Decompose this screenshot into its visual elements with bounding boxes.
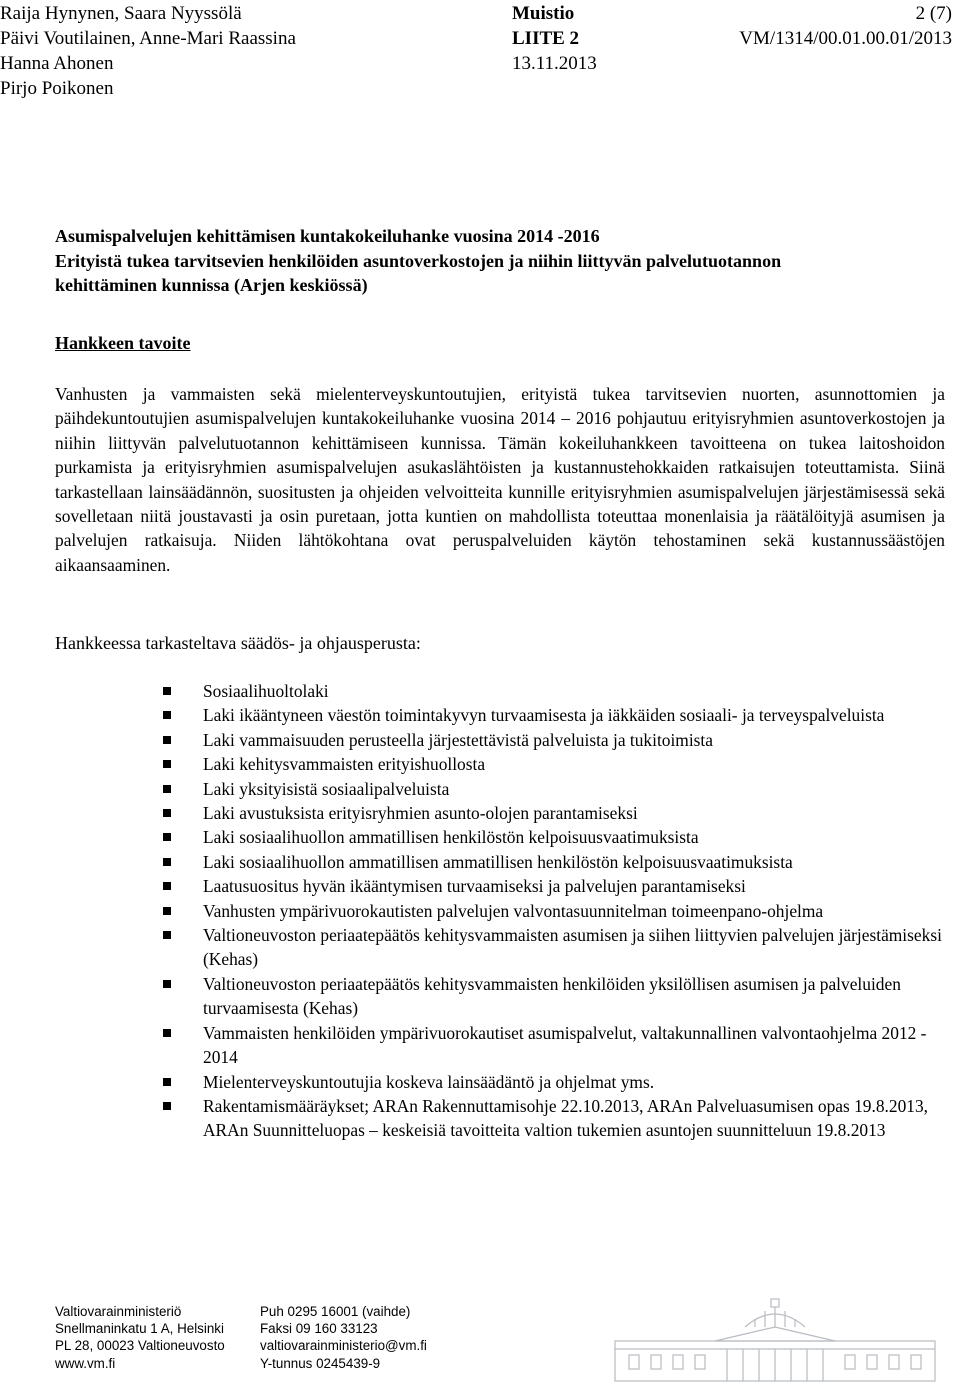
square-bullet-icon: [163, 1078, 171, 1086]
footer-phone: Puh 0295 16001 (vaihde): [260, 1304, 411, 1319]
title-line: Erityistä tukea tarvitsevien henkilöiden asuntoverkostojen ja niihin liittyvän palvelutuotannon: [55, 250, 782, 271]
list-item-text: Valtioneuvoston periaatepäätös kehitysvammaisten henkilöiden yksilöllisen asumisen ja palveluiden turvaamisesta (Kehas): [203, 973, 901, 1019]
square-bullet-icon: [163, 711, 171, 719]
body-paragraph: Vanhusten ja vammaisten sekä mielenterveyskuntoutujien, erityistä tukea tarvitsevien nuorten, asunnottomien ja päihdekuntoutujien asumispalvelujen kuntakokeiluhanke vuosina 2014 – 2016 pohjautuu erityisryhmien asuntoverkostojen ja niihin liittyvän palvelutuotannon kehittämiseen kunnissa. Tämän kokeiluhankkeen tavoitteena on tukea laitoshoidon purkamista ja erityisryhmien asumispalvelujen asukaslähtöisten ja kustannustehokkaiden ratkaisujen toteuttamista. Siinä tarkastellaan lainsäädännön, suositusten ja ohjeiden velvoitteita kunnille erityisryhmien asumispalvelujen järjestämisessä sekä sovelletaan niitä joustavasti ja osin puretaan, jotta kuntien on mahdollista toteuttaa monenlaisia ja räätälöityjä asumisen ja palvelujen ratkaisuja. Niiden lähtökohtana ovat peruspalveluiden käytön tehostaminen sekä kustannussäästöjen aikaansaaminen.: [55, 384, 945, 575]
list-item-text: Laki vammaisuuden perusteella järjestettävistä palveluista ja tukitoimista: [203, 729, 713, 750]
list-item: [161, 1021, 951, 1070]
list-item-text: Laki sosiaalihuollon ammatillisen ammatillisen henkilöstön kelpoisuusvaatimuksista: [203, 851, 793, 872]
title-line: kehittäminen kunnissa (Arjen keskiössä): [55, 275, 368, 295]
list-item: [161, 850, 951, 874]
attachment-label: LIITE 2: [512, 28, 580, 49]
square-bullet-icon: [163, 1102, 171, 1110]
list-item: [161, 972, 951, 1021]
list-item: [161, 1094, 951, 1143]
list-item: [161, 923, 951, 972]
list-item: [161, 752, 951, 776]
list-item-text: Laatusuositus hyvän ikääntymisen turvaamiseksi ja palvelujen parantamiseksi: [203, 876, 746, 897]
square-bullet-icon: [163, 736, 171, 744]
footer-contact: [260, 1303, 427, 1372]
footer-line: PL 28, 00023 Valtioneuvosto: [55, 1338, 225, 1354]
square-bullet-icon: [163, 1029, 171, 1037]
list-item: [161, 1070, 951, 1094]
list-item-text: Laki sosiaalihuollon ammatillisen henkilöstön kelpoisuusvaatimuksista: [203, 827, 699, 848]
square-bullet-icon: [163, 833, 171, 841]
author-line: Päivi Voutilainen, Anne-Mari Raassina: [0, 28, 296, 49]
title-line: Asumispalvelujen kehittämisen kuntakokeiluhanke vuosina 2014 -2016: [55, 226, 600, 246]
list-item: [161, 679, 951, 703]
square-bullet-icon: [163, 785, 171, 793]
author-line: Raija Hynynen, Saara Nyyssölä: [0, 3, 242, 24]
doc-meta-block: [512, 1, 597, 76]
page-number: 2 (7): [915, 3, 952, 24]
square-bullet-icon: [163, 980, 171, 988]
government-building-emblem: [595, 1297, 955, 1383]
footer-business-id: Y-tunnus 0245439-9: [260, 1355, 381, 1371]
reference-number: VM/1314/00.01.00.01/2013: [739, 28, 952, 49]
list-item-text: Rakentamismääräykset; ARAn Rakennuttamisohje 22.10.2013, ARAn Palveluasumisen opas 19.8.2013, ARAn Suunnitteluopas – keskeisiä tavoitteita valtion tukemien asuntojen suunnitteluun 19.8.2013: [203, 1095, 929, 1141]
author-block: [0, 1, 296, 101]
list-item-text: Laki ikääntyneen väestön toimintakyvyn turvaamisesta ja iäkkäiden sosiaali- ja terveyspalveluista: [203, 705, 885, 726]
square-bullet-icon: [163, 882, 171, 890]
list-item: [161, 801, 951, 825]
footer-line: Snellmaninkatu 1 A, Helsinki: [55, 1321, 224, 1337]
square-bullet-icon: [163, 809, 171, 817]
list-item-text: Laki avustuksista erityisryhmien asunto-olojen parantamiseksi: [203, 803, 638, 824]
footer-email: valtiovarainministerio@vm.fi: [260, 1338, 427, 1354]
list-item-text: Vammaisten henkilöiden ympärivuorokautiset asumispalvelut, valtakunnallinen valvontaohjelma 2012 - 2014: [203, 1022, 927, 1068]
footer-line: Valtiovarainministeriö: [55, 1304, 182, 1319]
footer-address: [55, 1303, 225, 1372]
square-bullet-icon: [163, 687, 171, 695]
list-item: [161, 874, 951, 898]
document-header: [0, 0, 960, 110]
square-bullet-icon: [163, 931, 171, 939]
author-line: Pirjo Poikonen: [0, 78, 114, 99]
list-heading: Hankkeessa tarkasteltava säädös- ja ohjausperusta:: [55, 633, 421, 653]
regulation-list: [161, 679, 951, 1143]
doc-date: 13.11.2013: [512, 53, 597, 74]
list-item: [161, 703, 951, 727]
list-item-text: Mielenterveyskuntoutujia koskeva lainsäädäntö ja ohjelmat yms.: [203, 1071, 655, 1092]
document-footer: [55, 1303, 955, 1385]
list-item: [161, 777, 951, 801]
square-bullet-icon: [163, 907, 171, 915]
section-heading: Hankkeen tavoite: [55, 333, 191, 353]
list-item: [161, 728, 951, 752]
footer-website: www.vm.fi: [55, 1355, 116, 1371]
author-line: Hanna Ahonen: [0, 53, 114, 74]
list-item-text: Laki kehitysvammaisten erityishuollosta: [203, 754, 486, 775]
list-item: [161, 825, 951, 849]
list-item-text: Laki yksityisistä sosiaalipalveluista: [203, 778, 450, 799]
square-bullet-icon: [163, 858, 171, 866]
doc-type: Muistio: [512, 3, 575, 24]
list-item-text: Vanhusten ympärivuorokautisten palvelujen valvontasuunnitelman toimeenpano-ohjelma: [203, 900, 824, 921]
square-bullet-icon: [163, 760, 171, 768]
list-item: [161, 899, 951, 923]
list-item-text: Sosiaalihuoltolaki: [203, 681, 329, 701]
footer-fax: Faksi 09 160 33123: [260, 1321, 378, 1337]
list-item-text: Valtioneuvoston periaatepäätös kehitysvammaisten asumisen ja siihen liittyvien palvelujen järjestämiseksi (Kehas): [203, 925, 942, 970]
document-title: [55, 224, 935, 298]
